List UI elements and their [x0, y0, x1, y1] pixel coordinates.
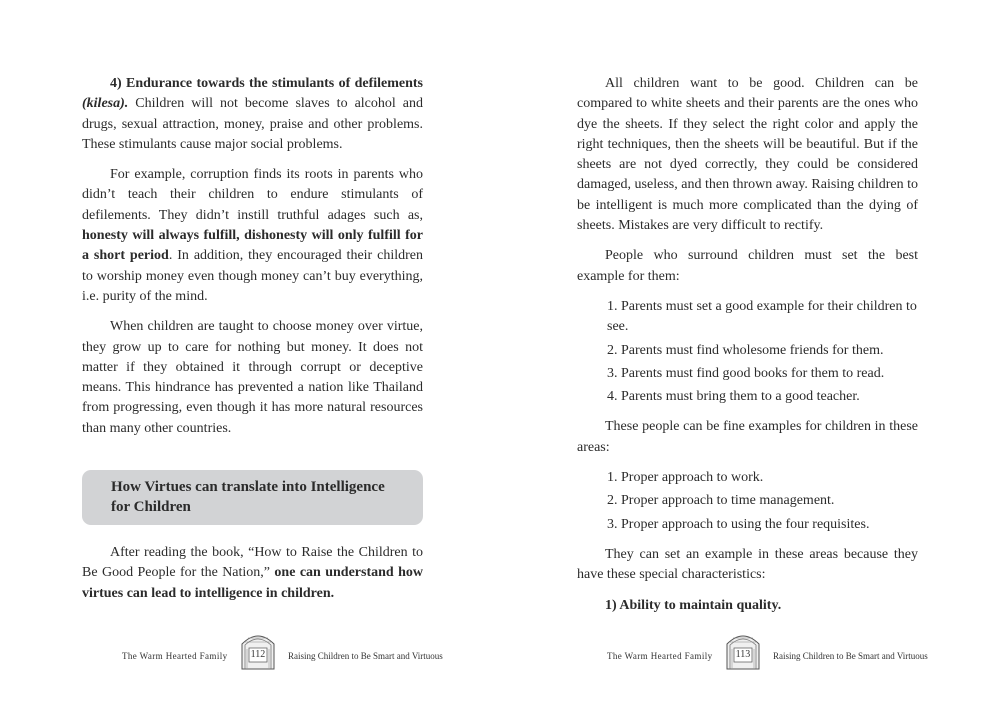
right-text-column — [577, 74, 918, 626]
kilesa-term: (kilesa). — [82, 96, 129, 112]
endurance-heading: 4) Endurance towards the stimulants of defilements — [110, 76, 423, 91]
section-heading-line2: for Children — [111, 499, 191, 516]
after-reading-paragraph: After reading the book, “How to Raise the Children to Be Good People for the Nation,” one can understand how virtues can lead to intelligence in children. — [82, 545, 423, 601]
areas-list — [577, 468, 918, 535]
list-item: 2. Proper approach to time management. — [607, 493, 835, 509]
left-footer — [122, 630, 442, 670]
parents-list — [577, 297, 918, 407]
white-sheets-paragraph: All children want to be good. Children can be compared to white sheets and their parents are the ones who dye the sheets. If they select the right color and apply the right techniques, then the sheets will be beautiful. But if the sheets are not dyed correctly, they could be considered damaged, useless, and then thrown away. Raising children to be intelligent is much more complicated than the dying of sheets. Mistakes are very difficult to rectify. — [577, 76, 918, 234]
section-heading-line1: How Virtues can translate into Intelligence — [111, 479, 385, 496]
footer-subtitle: Raising Children to Be Smart and Virtuous — [773, 651, 928, 661]
page-number: 112 — [250, 649, 266, 660]
list-item: 3. Parents must find good books for them to read. — [607, 365, 885, 381]
list-item: 1. Parents must set a good example for their children to see. — [607, 298, 917, 335]
fine-examples-paragraph: These people can be fine examples for children in these areas: — [577, 419, 918, 455]
endurance-paragraph — [82, 74, 423, 155]
characteristics-paragraph: They can set an example in these areas because they have these special characteristics: — [577, 546, 918, 583]
list-item: 2. Parents must find wholesome friends for them. — [607, 342, 884, 358]
page-number: 113 — [735, 649, 751, 660]
best-example-paragraph: People who surround children must set the best example for them: — [577, 248, 918, 284]
honesty-adage: honesty will always fulfill, dishonesty will only fulfill for a short period — [82, 228, 423, 264]
footer-book-title: The Warm Hearted Family — [607, 651, 713, 661]
left-text-column — [82, 74, 423, 614]
list-item: 1. Proper approach to work. — [607, 470, 764, 486]
corruption-paragraph: For example, corruption finds its roots in parents who didn’t teach their children to endure stimulants of defilements. They didn’t instill truthful adages such as, honesty will always fulfill, dishonesty will only fulfill for a short period. In addition, they encouraged their children to worship money even though money can’t buy everything, i.e. purity of the mind. — [82, 167, 423, 304]
money-over-virtue-paragraph: When children are taught to choose money over virtue, they grow up to care for nothing but money. It does not matter if they obtained it through corrupt or deceptive means. This hindrance has prevented a nation like Thailand from progressing, even though it has more natural resources than many other countries. — [82, 319, 423, 436]
footer-subtitle: Raising Children to Be Smart and Virtuous — [288, 651, 443, 661]
right-footer — [607, 630, 927, 670]
right-page — [500, 0, 1000, 707]
ability-heading: 1) Ability to maintain quality. — [605, 597, 782, 613]
section-heading-box — [82, 470, 423, 525]
list-item: 4. Parents must bring them to a good teacher. — [607, 389, 860, 405]
endurance-text: Children will not become slaves to alcohol and drugs, sexual attraction, money, praise and other problems. These stimulants cause major social problems. — [82, 96, 423, 152]
footer-book-title: The Warm Hearted Family — [122, 651, 228, 661]
virtues-intelligence-bold: one can understand how virtues can lead to intelligence in children. — [82, 565, 423, 601]
list-item: 3. Proper approach to using the four requisites. — [607, 516, 870, 532]
